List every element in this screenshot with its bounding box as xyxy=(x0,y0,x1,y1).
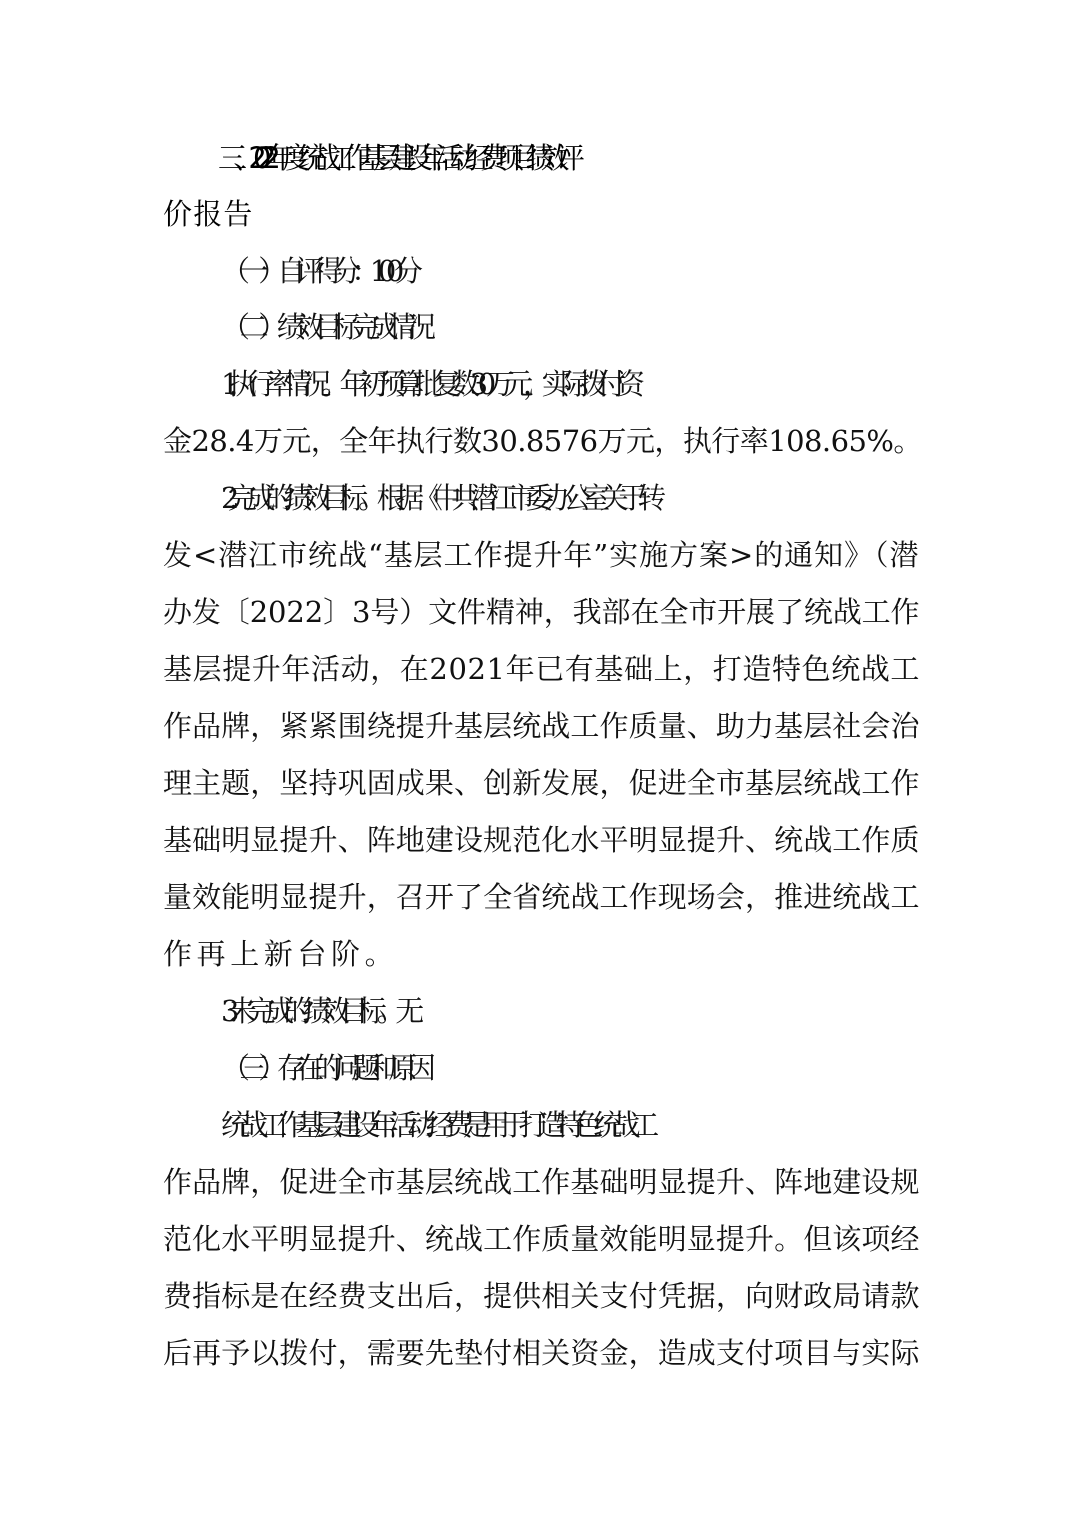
item-2-line-6: 理主题，坚持巩固成果、创新发展，促进全市基层统战工作 xyxy=(163,766,920,800)
section-3-heading: （三）存在的问题和原因 xyxy=(221,1051,426,1085)
item-1-line-2: 金28.4万元，全年执行数30.8576万元，执行率108.65%。 xyxy=(163,424,922,458)
item-2-line-5: 作品牌，紧紧围绕提升基层统战工作质量、助力基层社会治 xyxy=(163,709,920,743)
item-1-line-1: 1.执行率情况。年初预算批复数30万元，实际拨付资 xyxy=(221,367,635,401)
report-title-line-1: 三、2022年度统战工作基层建设年活动经费项目绩效评 xyxy=(218,141,572,175)
section-2-heading: （二）绩效目标完成情况 xyxy=(221,310,426,344)
section-3-line-3: 范化水平明显提升、统战工作质量效能明显提升。但该项经 xyxy=(163,1222,920,1256)
item-2-line-7: 基础明显提升、阵地建设规范化水平明显提升、统战工作质 xyxy=(163,823,920,857)
section-3-line-1: 统战工作基层建设年活动经费是用于打造特色统战工 xyxy=(221,1108,649,1142)
item-2-line-9: 作再上新台阶。 xyxy=(163,937,399,971)
item-3-line: 3.未完成的绩效目标。无 xyxy=(221,994,414,1028)
section-3-line-2: 作品牌，促进全市基层统战工作基础明显提升、阵地建设规 xyxy=(163,1165,920,1199)
report-title-line-2: 价报告 xyxy=(163,197,254,231)
item-2-line-3: 办发〔2022〕3号）文件精神，我部在全市开展了统战工作 xyxy=(163,595,920,629)
section-3-line-4: 费指标是在经费支出后，提供相关支付凭据，向财政局请款 xyxy=(163,1279,920,1313)
section-1-heading: （一）自评得分：100分 xyxy=(221,254,413,288)
item-2-line-1: 2.完成的绩效目标。根据《中共潜江市委办公室关于转 xyxy=(221,481,656,515)
item-2-line-4: 基层提升年活动，在2021年已有基础上，打造特色统战工 xyxy=(163,652,921,686)
section-3-line-5: 后再予以拨付，需要先垫付相关资金，造成支付项目与实际 xyxy=(163,1336,920,1370)
item-2-line-8: 量效能明显提升，召开了全省统战工作现场会，推进统战工 xyxy=(163,880,920,914)
item-2-line-2: 发<潜江市统战“基层工作提升年”实施方案>的通知》（潜 xyxy=(163,538,920,572)
